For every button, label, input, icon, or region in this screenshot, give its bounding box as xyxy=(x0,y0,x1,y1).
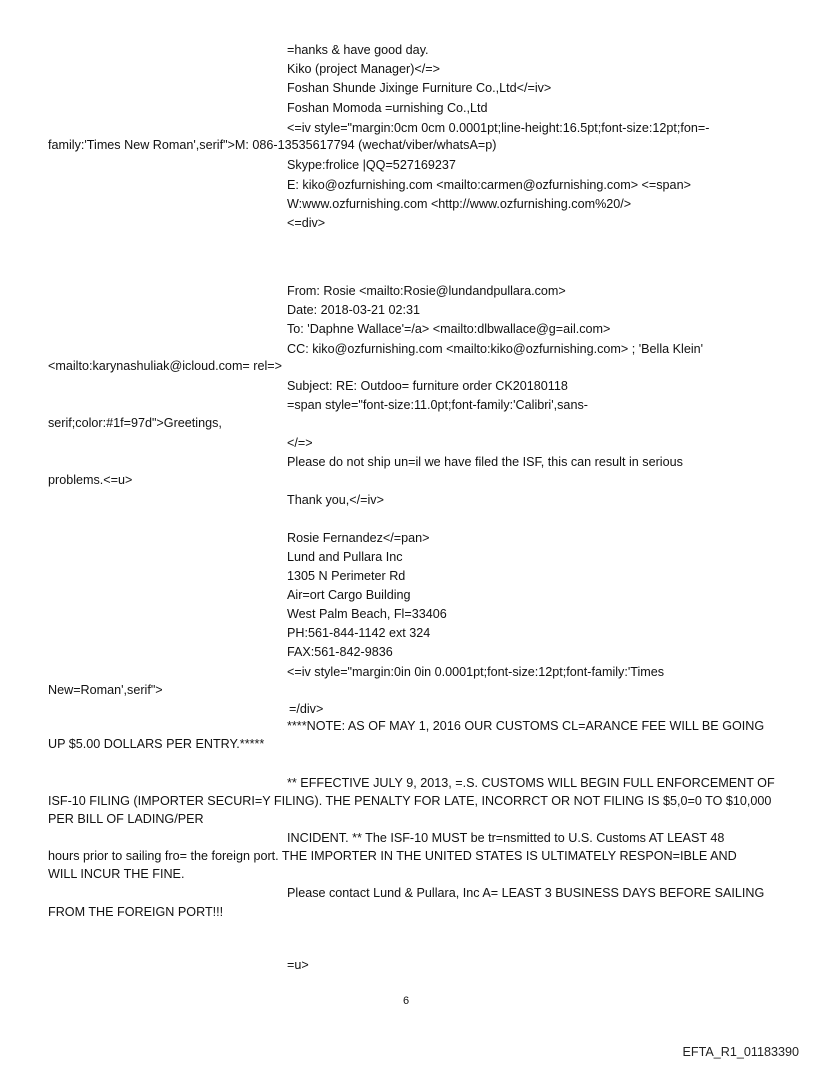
text-line: New=Roman',serif"> xyxy=(48,683,163,697)
text-line: Kiko (project Manager)</=> xyxy=(287,62,440,76)
text-line: INCIDENT. ** The ISF-10 MUST be tr=nsmitted to U.S. Customs AT LEAST 48 xyxy=(287,831,725,845)
text-line: <=iv style="margin:0cm 0cm 0.0001pt;line-height:16.5pt;font-size:12pt;fon=- xyxy=(287,121,710,135)
text-line: Foshan Momoda =urnishing Co.,Ltd xyxy=(287,101,488,115)
text-line: family:'Times New Roman',serif">M: 086-13535617794 (wechat/viber/whatsA=p) xyxy=(48,138,497,152)
bates-number: EFTA_R1_01183390 xyxy=(682,1045,799,1059)
email-cc: CC: kiko@ozfurnishing.com <mailto:kiko@ozfurnishing.com> ; 'Bella Klein' xyxy=(287,342,704,356)
text-line: =span style="font-size:11.0pt;font-family:'Calibri',sans- xyxy=(287,398,588,412)
text-line: Thank you,</=iv> xyxy=(287,493,384,507)
text-line: <=iv style="margin:0in 0in 0.0001pt;font-size:12pt;font-family:'Times xyxy=(287,665,665,679)
email-subject: Subject: RE: Outdoo= furniture order CK20180118 xyxy=(287,379,568,393)
text-line: </=> xyxy=(287,436,313,450)
text-line: <=div> xyxy=(287,216,326,230)
text-line: =/div> xyxy=(289,702,324,716)
text-line: West Palm Beach, Fl=33406 xyxy=(287,607,447,621)
text-line: WILL INCUR THE FINE. xyxy=(48,867,185,881)
text-line: FROM THE FOREIGN PORT!!! xyxy=(48,905,224,919)
text-line: PER BILL OF LADING/PER xyxy=(48,812,204,826)
email-from: From: Rosie <mailto:Rosie@lundandpullara.com> xyxy=(287,284,566,298)
text-line: Air=ort Cargo Building xyxy=(287,588,411,602)
text-line: hours prior to sailing fro= the foreign port. THE IMPORTER IN THE UNITED STATES IS ULTIMATELY RESPON=IBLE AND xyxy=(48,849,737,863)
text-line: Lund and Pullara Inc xyxy=(287,550,403,564)
email-date: Date: 2018-03-21 02:31 xyxy=(287,303,421,317)
text-line: =u> xyxy=(287,958,309,972)
text-line: Foshan Shunde Jixinge Furniture Co.,Ltd</=iv> xyxy=(287,81,552,95)
text-line: serif;color:#1f=97d">Greetings, xyxy=(48,416,222,430)
page-number: 6 xyxy=(403,995,410,1007)
text-line: ****NOTE: AS OF MAY 1, 2016 OUR CUSTOMS CL=ARANCE FEE WILL BE GOING xyxy=(287,719,765,733)
text-line: UP $5.00 DOLLARS PER ENTRY.***** xyxy=(48,737,265,751)
text-line: Skype:frolice |QQ=527169237 xyxy=(287,158,456,172)
text-line: Please contact Lund & Pullara, Inc A= LEAST 3 BUSINESS DAYS BEFORE SAILING xyxy=(287,886,765,900)
email-cc-cont: <mailto:karynashuliak@icloud.com= rel=> xyxy=(48,359,282,373)
text-line: Please do not ship un=il we have filed the ISF, this can result in serious xyxy=(287,455,683,469)
text-line: 1305 N Perimeter Rd xyxy=(287,569,406,583)
text-line: PH:561-844-1142 ext 324 xyxy=(287,626,431,640)
text-line: W:www.ozfurnishing.com <http://www.ozfurnishing.com%20/> xyxy=(287,197,632,211)
text-line: ** EFFECTIVE JULY 9, 2013, =.S. CUSTOMS WILL BEGIN FULL ENFORCEMENT OF xyxy=(287,776,775,790)
text-line: Rosie Fernandez</=pan> xyxy=(287,531,430,545)
email-to: To: 'Daphne Wallace'=/a> <mailto:dlbwallace@g=ail.com> xyxy=(287,322,611,336)
text-line: FAX:561-842-9836 xyxy=(287,645,393,659)
text-line: problems.<=u> xyxy=(48,473,133,487)
text-line: =hanks & have good day. xyxy=(287,43,429,57)
text-line: ISF-10 FILING (IMPORTER SECURI=Y FILING). THE PENALTY FOR LATE, INCORRCT OR NOT FILING IS $5,0=0 TO $10,000 xyxy=(48,794,772,808)
text-line: E: kiko@ozfurnishing.com <mailto:carmen@ozfurnishing.com> <=span> xyxy=(287,178,691,192)
